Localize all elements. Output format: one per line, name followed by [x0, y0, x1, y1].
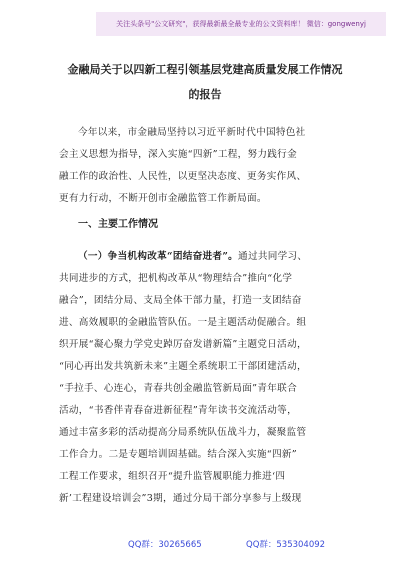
- qq-group-1: QQ群：30265665: [128, 540, 202, 550]
- section-heading: 一、主要工作情况: [78, 219, 158, 230]
- sub-heading-rest: 通过共同学习、: [238, 251, 308, 262]
- sub-heading-line: [78, 250, 351, 264]
- promo-banner: 关注头条号"公文研究"，获得最新最全最专业的公文资料库！ 微信：gongwenyj: [96, 12, 386, 36]
- qq-group-2: QQ群：535304092: [246, 540, 326, 550]
- intro-line-3: 融工作的政治性、人民性，以更坚决态度、更务实作风、: [59, 171, 307, 182]
- body-line: 进、高效履职的金融监管队伍。一是主题活动促融合。组: [59, 317, 307, 328]
- body-line: 工程工作要求，组织召开“提升监管履职能力推进‘四: [59, 471, 286, 482]
- document-title-line-1: 金融局关于以四新工程引领基层党建高质量发展工作情况: [67, 63, 343, 76]
- footer-contacts: [0, 538, 408, 554]
- intro-line-4: 更有力行动，不断开创市金融监管工作新局面。: [59, 193, 267, 204]
- body-line: “手拉手、心连心，青春共创金融监管新局面”青年联合: [59, 383, 297, 394]
- body-line: 工作合力。二是专题培训固基础。结合深入实施“四新”: [59, 449, 297, 460]
- body-line: “同心再出发共筑新未来”主题全系统职工干部团建活动，: [59, 361, 307, 372]
- body-line: 活动，“书香伴青春奋进新征程”青年读书交流活动等，: [59, 405, 297, 416]
- body-line: 织开展“凝心聚力学党史踔厉奋发谱新篇”主题党日活动，: [59, 339, 307, 350]
- intro-line-1: 今年以来，市金融局坚持以习近平新时代中国特色社: [78, 127, 306, 138]
- document-title-line-2: 的报告: [188, 88, 222, 101]
- body-line: 新’工程建设培训会”3期，通过分局干部分享参与上级现: [59, 493, 302, 504]
- intro-line-2: 会主义思想为指导，深入实施“四新”工程，努力践行金: [59, 149, 297, 160]
- body-line: 共同进步的方式，把机构改革从“物理结合”推向“化学: [59, 273, 293, 284]
- body-line: 融合”，团结分局、支局全体干部力量，打造一支团结奋: [59, 295, 302, 306]
- sub-heading: （一）争当机构改革“团结奋进者”。: [78, 251, 239, 262]
- body-line: 通过丰富多彩的活动提高分局系统队伍战斗力，凝聚监管: [59, 427, 307, 438]
